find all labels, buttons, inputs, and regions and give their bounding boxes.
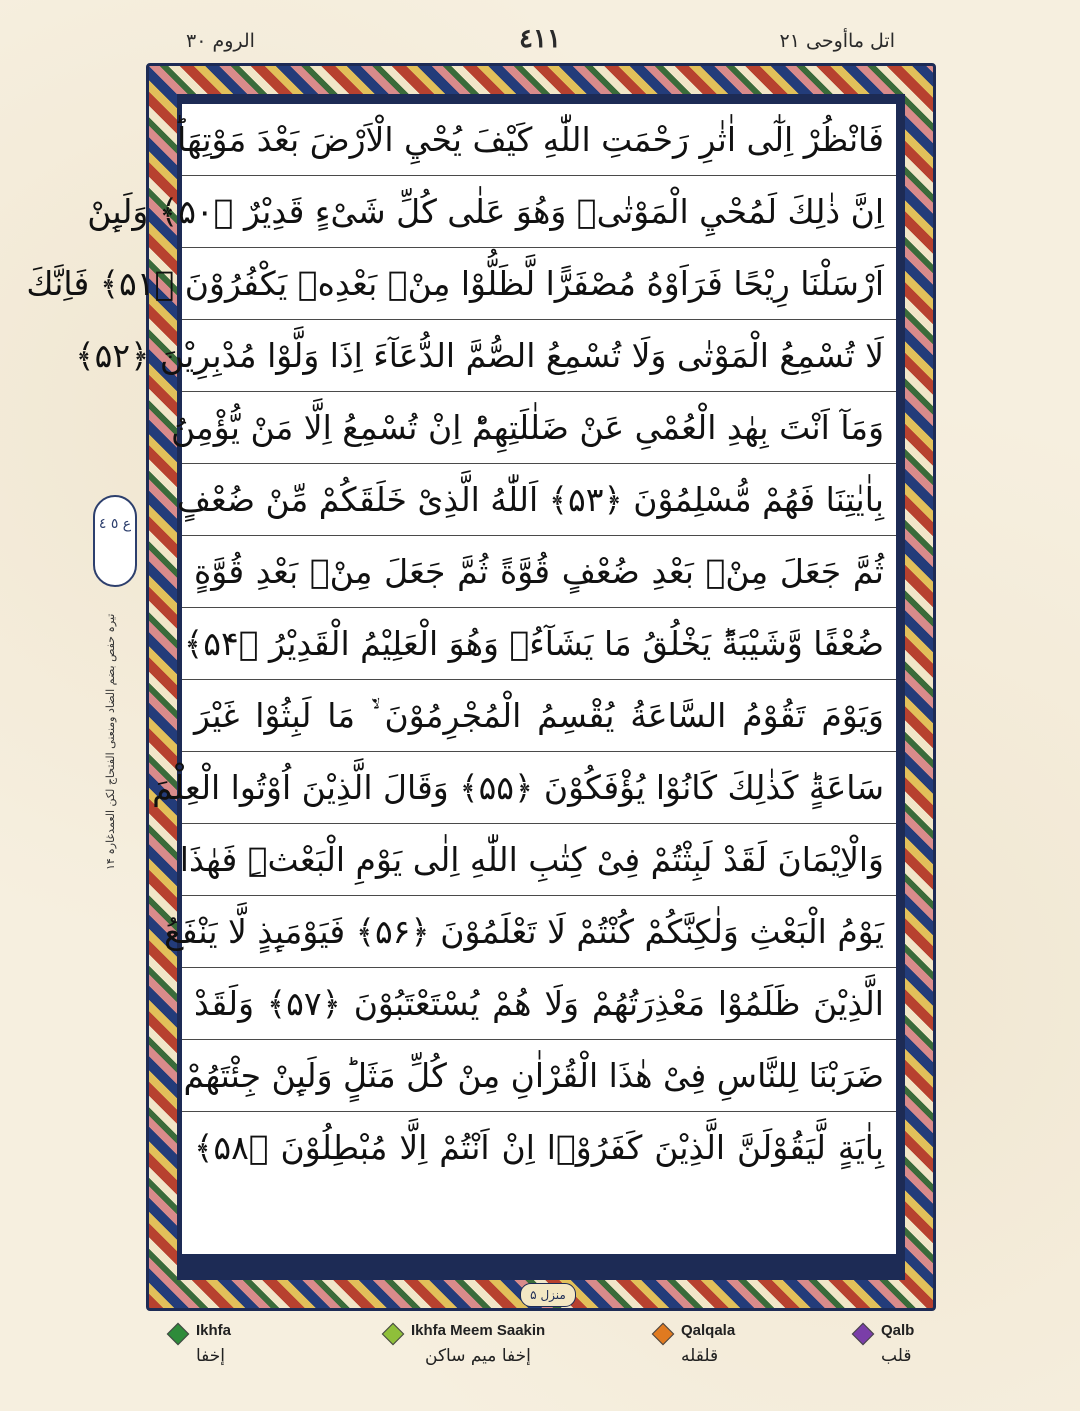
orange-diamond-icon (652, 1323, 675, 1346)
text-line-4: لَا تُسْمِعُ الْمَوْتٰى وَلَا تُسْمِعُ الصُّمَّ الدُّعَآءَ اِذَا وَلَّوْا مُدْبِرِيْنَ ﴿۵۲﴾ (182, 320, 896, 392)
ruku-medallion: ع ٥ ٤ (93, 495, 137, 587)
manzil-tag: منزل ۵ (520, 1283, 576, 1307)
juz-name: اتل ماأوحی ٢١ (779, 30, 895, 52)
text-line-11: وَالْاِيْمَانَ لَقَدْ لَبِثْتُمْ فِیْ كِتٰبِ اللّٰهِ اِلٰى يَوْمِ الْبَعْثِ٘ فَهٰذَا (182, 824, 896, 896)
text-line-12: يَوْمُ الْبَعْثِ وَلٰكِنَّكُمْ كُنْتُمْ لَا تَعْلَمُوْنَ ﴿۵۶﴾ فَيَوْمَٮِٕذٍ لَّا يَنْفَعُ (182, 896, 896, 968)
text-line-5: وَمَآ اَنْتَ بِهٰدِ الْعُمْیِ عَنْ ضَلٰلَتِهِمْؕ اِنْ تُسْمِعُ اِلَّا مَنْ يُّؤْمِنُ (182, 392, 896, 464)
legend-qalqala-ar: قلقله (681, 1346, 719, 1366)
legend-qalb-en: Qalb (881, 1322, 915, 1339)
page-number: ٤١١ (519, 24, 561, 54)
text-line-9: وَيَوْمَ تَقُوْمُ السَّاعَةُ يُقْسِمُ الْمُجْرِمُوْنَ ۙ۬ مَا لَبِثُوْا غَيْرَ (182, 680, 896, 752)
legend-qalb-ar: قلب (881, 1346, 912, 1366)
text-line-7: ثُمَّ جَعَلَ مِنْۢ بَعْدِ ضُعْفٍ قُوَّةً ثُمَّ جَعَلَ مِنْۢ بَعْدِ قُوَّةٍ (182, 536, 896, 608)
legend-ikhfa-meem-ar: إخفا میم ساکن (425, 1346, 531, 1366)
margin-note: تیرہ حفص بضم الضاد ومنعنی الفتحاج لکن العمدغارہ ۱۴ (104, 613, 117, 870)
text-line-10: سَاعَةٍؕ كَذٰلِكَ كَانُوْا يُؤْفَكُوْنَ ﴿۵۵﴾ وَقَالَ الَّذِيْنَ اُوْتُوا الْعِلْمَ (182, 752, 896, 824)
legend-ikhfa-ar: إخفا (196, 1346, 226, 1366)
text-line-1: فَانْظُرْ اِلٰٓى اٰثٰرِ رَحْمَتِ اللّٰهِ كَيْفَ يُحْيِ الْاَرْضَ بَعْدَ مَوْتِهَاؕ (182, 104, 896, 176)
surah-name: الروم ٣٠ (186, 30, 255, 52)
text-line-14: ضَرَبْنَا لِلنَّاسِ فِیْ هٰذَا الْقُرْاٰنِ مِنْ كُلِّ مَثَلٍؕ وَلَٮِٕنْ جِئْتَهُمْ (182, 1040, 896, 1112)
text-line-6: بِاٰيٰتِنَا فَهُمْ مُّسْلِمُوْنَ ﴿۵۳﴾ اَللّٰهُ الَّذِیْ خَلَقَكُمْ مِّنْ ضُعْفٍ (182, 464, 896, 536)
text-line-8: ضُعْفًا وَّشَيْبَةًؕ يَخْلُقُ مَا يَشَآءُۚ وَهُوَ الْعَلِيْمُ الْقَدِيْرُ ﴿۵۴﴾ (182, 608, 896, 680)
legend-ikhfa-meem-en: Ikhfa Meem Saakin (411, 1322, 546, 1339)
legend-qalqala-en: Qalqala (681, 1322, 736, 1339)
text-line-3: اَرْسَلْنَا رِيْحًا فَرَاَوْهُ مُصْفَرًّا لَّظَلُّوْا مِنْۢ بَعْدِهٖ يَكْفُرُوْنَ ﴿۵۱﴾ فَاِنَّكَ (182, 248, 896, 320)
purple-diamond-icon (852, 1323, 875, 1346)
text-line-2: اِنَّ ذٰلِكَ لَمُحْيِ الْمَوْتٰىۚ وَهُوَ عَلٰى كُلِّ شَیْءٍ قَدِیْرٌ ﴿۵۰﴾ وَلَٮِٕنْ (182, 176, 896, 248)
text-line-13: الَّذِيْنَ ظَلَمُوْا مَعْذِرَتُهُمْ وَلَا هُمْ يُسْتَعْتَبُوْنَ ﴿۵۷﴾ وَلَقَدْ (182, 968, 896, 1040)
legend-ikhfa-en: Ikhfa (196, 1322, 232, 1339)
light-green-diamond-icon (382, 1323, 405, 1346)
text-line-15: بِاٰيَةٍ لَّيَقُوْلَنَّ الَّذِيْنَ كَفَرُوْۤا اِنْ اَنْتُمْ اِلَّا مُبْطِلُوْنَ ﴿۵۸﴾ (194, 1128, 884, 1167)
green-diamond-icon (167, 1323, 190, 1346)
